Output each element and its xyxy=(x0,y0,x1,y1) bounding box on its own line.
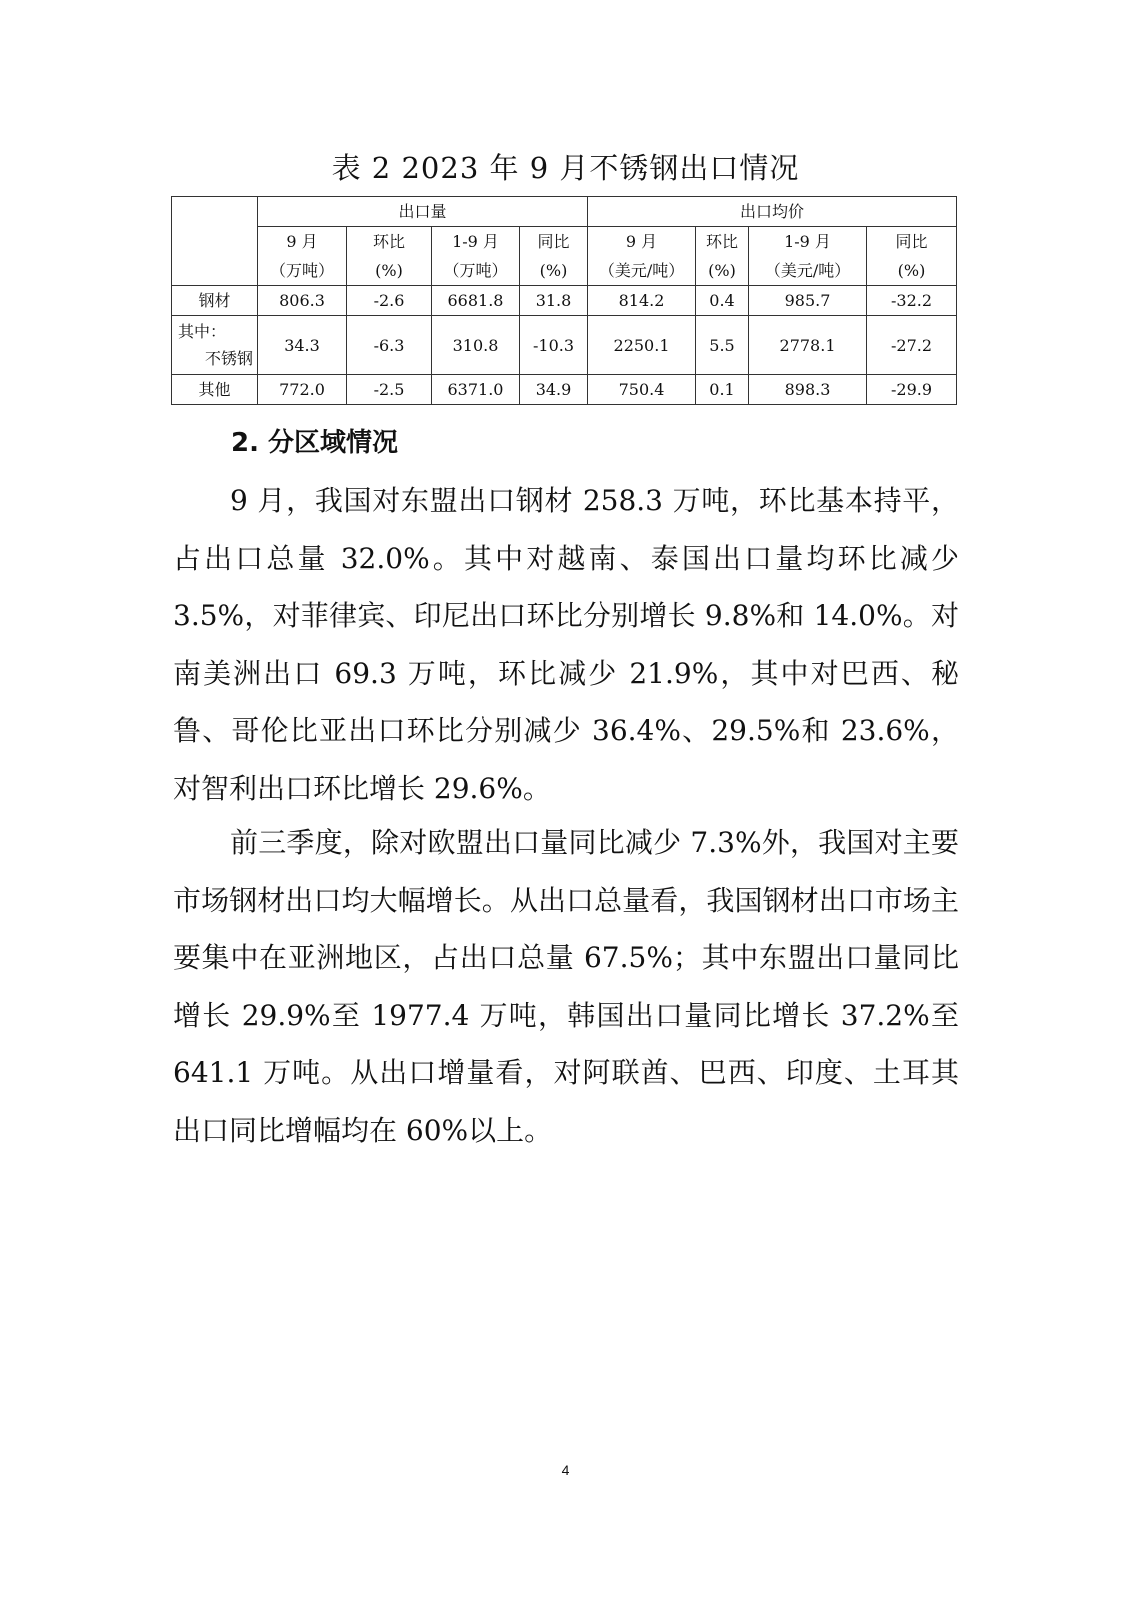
table-header-group-row xyxy=(172,197,957,227)
table-cell: -29.9 xyxy=(867,375,957,405)
body-paragraph: 9 月，我国对东盟出口钢材 258.3 万吨，环比基本持平，占出口总量 32.0%。其中对越南、泰国出口量均环比减少 3.5%，对菲律宾、印尼出口环比分别增长 9.8%和 14.0%。对南美洲出口 69.3 万吨，环比减少 21.9%，其中对巴西、秘鲁、哥伦比亚出口环比分别减少 36.4%、29.5%和 23.6%，对智利出口环比增长 29.6%。 xyxy=(173,484,959,805)
table-cell: 6371.0 xyxy=(432,375,520,405)
table-cell: -2.5 xyxy=(347,375,432,405)
row-label: 钢材 xyxy=(172,286,258,316)
table-cell: 985.7 xyxy=(749,286,867,316)
column-header: 环比 (%) xyxy=(696,227,749,286)
body-paragraph: 前三季度，除对欧盟出口量同比减少 7.3%外，我国对主要市场钢材出口均大幅增长。从出口总量看，我国钢材出口市场主要集中在亚洲地区，占出口总量 67.5%；其中东盟出口量同比增长 29.9%至 1977.4 万吨，韩国出口量同比增长 37.2%至 641.1 万吨。从出口增量看，对阿联酋、巴西、印度、土耳其出口同比增幅均在 60%以上。 xyxy=(173,826,959,1147)
table-cell: 5.5 xyxy=(696,316,749,375)
page-number: 4 xyxy=(561,1462,570,1478)
table-cell: -27.2 xyxy=(867,316,957,375)
table-cell: 31.8 xyxy=(520,286,588,316)
column-header: 1-9 月 （美元/吨） xyxy=(749,227,867,286)
table-row xyxy=(172,316,957,375)
table-cell: 806.3 xyxy=(258,286,347,316)
column-header: 9 月 （美元/吨） xyxy=(588,227,696,286)
table-cell: 2250.1 xyxy=(588,316,696,375)
column-header: 1-9 月 （万吨） xyxy=(432,227,520,286)
table-cell: 6681.8 xyxy=(432,286,520,316)
row-label: 其他 xyxy=(172,375,258,405)
table-cell: -32.2 xyxy=(867,286,957,316)
table-cell: 0.4 xyxy=(696,286,749,316)
group-header-export-price: 出口均价 xyxy=(588,197,957,227)
column-header: 同比 (%) xyxy=(867,227,957,286)
row-label: 其中： 不锈钢 xyxy=(172,316,258,375)
column-header: 环比 (%) xyxy=(347,227,432,286)
table-cell: 34.9 xyxy=(520,375,588,405)
table-cell: -6.3 xyxy=(347,316,432,375)
table-cell: 34.3 xyxy=(258,316,347,375)
table-corner-cell xyxy=(172,197,258,286)
table-cell: -10.3 xyxy=(520,316,588,375)
table-cell: 0.1 xyxy=(696,375,749,405)
table-cell: -2.6 xyxy=(347,286,432,316)
table-row xyxy=(172,286,957,316)
table-row xyxy=(172,375,957,405)
table-cell: 310.8 xyxy=(432,316,520,375)
group-header-export-volume: 出口量 xyxy=(258,197,588,227)
table-title: 表 2 2023 年 9 月不锈钢出口情况 xyxy=(331,151,800,185)
export-table xyxy=(171,196,957,405)
column-header: 9 月 （万吨） xyxy=(258,227,347,286)
table-cell: 772.0 xyxy=(258,375,347,405)
table-subheader-row xyxy=(172,227,957,286)
table-cell: 750.4 xyxy=(588,375,696,405)
section-heading: 2. 分区域情况 xyxy=(231,428,399,458)
table-cell: 898.3 xyxy=(749,375,867,405)
table-cell: 2778.1 xyxy=(749,316,867,375)
table-cell: 814.2 xyxy=(588,286,696,316)
column-header: 同比 (%) xyxy=(520,227,588,286)
